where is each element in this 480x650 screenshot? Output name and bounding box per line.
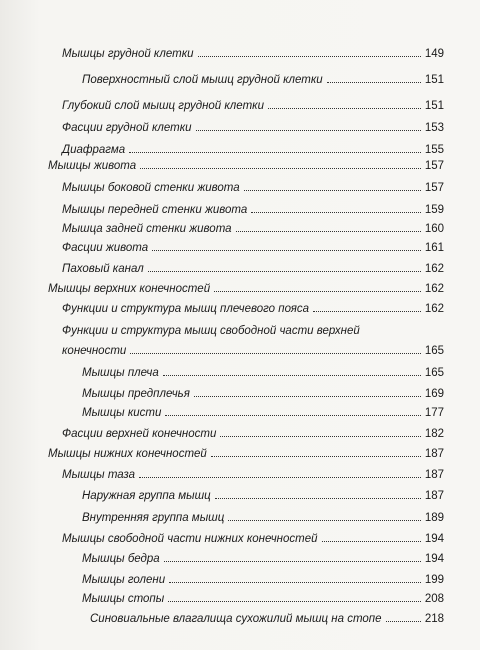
- toc-entry[interactable]: [62, 468, 444, 488]
- toc-entry-page: 182: [424, 428, 444, 440]
- toc-leader-dots: [313, 311, 421, 312]
- toc-entry-page: 153: [424, 122, 444, 134]
- toc-entry[interactable]: [48, 159, 444, 179]
- toc-entry[interactable]: [62, 47, 444, 67]
- toc-leader-dots: [228, 520, 421, 521]
- toc-leader-dots: [211, 456, 421, 457]
- toc-leader-dots: [322, 541, 421, 542]
- toc-entry[interactable]: [82, 366, 444, 386]
- toc-entry-page: 187: [424, 469, 444, 481]
- toc-entry-title: Мышцы грудной клетки: [62, 48, 194, 60]
- toc-leader-dots: [268, 108, 421, 109]
- toc-entry[interactable]: [82, 511, 444, 531]
- toc-entry-page: 162: [424, 283, 444, 295]
- toc-entry-title: Мышцы свободной части нижних конечностей: [62, 533, 318, 545]
- toc-entry-title: Диафрагма: [62, 144, 126, 156]
- toc-entry-title: Внутренняя группа мышц: [82, 512, 225, 524]
- toc-leader-dots: [165, 415, 420, 416]
- toc-entry-page: 194: [424, 533, 444, 545]
- toc-entry-page: 162: [424, 303, 444, 315]
- toc-leader-dots: [244, 190, 421, 191]
- toc-entry-title: Паховый канал: [62, 263, 144, 275]
- toc-entry[interactable]: [48, 447, 444, 467]
- toc-entry[interactable]: [62, 99, 444, 119]
- toc-leader-dots: [163, 375, 421, 376]
- toc-leader-dots: [196, 130, 421, 131]
- toc-entry[interactable]: [62, 302, 444, 322]
- toc-entry[interactable]: [82, 73, 444, 93]
- toc-entry-page: 208: [424, 593, 444, 605]
- toc-leader-dots: [386, 621, 421, 622]
- toc-entry-page: 199: [424, 574, 444, 586]
- toc-entry[interactable]: [82, 406, 444, 426]
- toc-entry-page: 149: [424, 48, 444, 60]
- toc-entry[interactable]: [62, 203, 444, 223]
- toc-entry-page: 162: [424, 263, 444, 275]
- toc-entry-page: 159: [424, 204, 444, 216]
- toc-entry[interactable]: [62, 222, 444, 242]
- toc-entry-page: 151: [424, 100, 444, 112]
- toc-entry-page: 155: [424, 144, 444, 156]
- toc-entry-title: Мышцы предплечья: [82, 388, 190, 400]
- toc-entry-title: Фасции живота: [62, 242, 149, 254]
- toc-entry-page: 157: [424, 182, 444, 194]
- toc-entry[interactable]: [82, 573, 444, 593]
- toc-entry-title: Мышцы голени: [82, 574, 166, 586]
- toc-entry-title: Фасции грудной клетки: [62, 122, 192, 134]
- toc-entry[interactable]: [62, 532, 444, 552]
- toc-entry-title: Глубокий слой мышц грудной клетки: [62, 100, 264, 112]
- toc-leader-dots: [139, 477, 421, 478]
- toc-entry-title: конечности: [62, 345, 127, 357]
- toc-leader-dots: [164, 561, 421, 562]
- toc-entry-page: 161: [424, 242, 444, 254]
- toc-leader-dots: [220, 436, 420, 437]
- toc-entry[interactable]: [62, 262, 444, 282]
- toc-entry-title: Мышцы таза: [62, 469, 136, 481]
- toc-entry-title: Мышцы плеча: [82, 367, 159, 379]
- toc-entry[interactable]: [62, 181, 444, 201]
- toc-entry[interactable]: [82, 387, 444, 407]
- toc-entry-title: Функции и структура мышц свободной части верхней: [62, 325, 360, 337]
- toc-leader-dots: [130, 353, 421, 354]
- toc-entry-page: 189: [424, 512, 444, 524]
- toc-entry[interactable]: [82, 552, 444, 572]
- toc-entry[interactable]: [62, 427, 444, 447]
- toc-entry-title: Мышцы бедра: [82, 553, 160, 565]
- toc-leader-dots: [214, 291, 421, 292]
- toc-entry[interactable]: [82, 489, 444, 509]
- toc-leader-dots: [148, 271, 421, 272]
- toc-entry[interactable]: [62, 121, 444, 141]
- toc-leader-dots: [140, 168, 421, 169]
- toc-entry-page: 187: [424, 448, 444, 460]
- toc-entry-page: 218: [424, 613, 444, 625]
- toc-entry-page: 177: [424, 407, 444, 419]
- toc-entry-title: Синовиальные влагалища сухожилий мышц на стопе: [90, 613, 382, 625]
- toc-leader-dots: [168, 601, 421, 602]
- toc-entry-page: 165: [424, 345, 444, 357]
- toc-entry-title: Фасции верхней конечности: [62, 428, 217, 440]
- toc-leader-dots: [169, 582, 421, 583]
- toc-leader-dots: [215, 498, 421, 499]
- toc-entry[interactable]: [62, 344, 444, 364]
- toc-entry[interactable]: [48, 282, 444, 302]
- toc-entry-title: Мышцы боковой стенки живота: [62, 182, 240, 194]
- toc-entry-title: Наружная группа мышц: [82, 490, 211, 502]
- toc-entry-page: 165: [424, 367, 444, 379]
- toc-entry-title: Мышцы нижних конечностей: [48, 448, 207, 460]
- toc-entry-line[interactable]: [62, 324, 362, 344]
- toc-entry[interactable]: [62, 241, 444, 261]
- toc-leader-dots: [194, 396, 421, 397]
- toc-entry[interactable]: [82, 592, 444, 612]
- toc-entry-title: Мышцы живота: [48, 160, 137, 172]
- toc-entry-page: 187: [424, 490, 444, 502]
- toc-leader-dots: [198, 56, 421, 57]
- toc-entry-title: Мышца задней стенки живота: [62, 223, 232, 235]
- toc-entry-page: 160: [424, 223, 444, 235]
- toc-leader-dots: [327, 82, 421, 83]
- toc-entry-title: Поверхностный слой мышц грудной клетки: [82, 74, 323, 86]
- toc-entry-page: 194: [424, 553, 444, 565]
- toc-leader-dots: [236, 231, 421, 232]
- toc-entry-page: 157: [424, 160, 444, 172]
- toc-entry-title: Мышцы верхних конечностей: [48, 283, 211, 295]
- toc-leader-dots: [129, 152, 421, 153]
- toc-entry-title: Мышцы стопы: [82, 593, 165, 605]
- toc-entry-title: Функции и структура мышц плечевого пояса: [62, 303, 310, 315]
- toc-entry[interactable]: [90, 612, 444, 632]
- toc-entry-title: Мышцы передней стенки живота: [62, 204, 248, 216]
- toc-entry-page: 169: [424, 388, 444, 400]
- toc-leader-dots: [251, 212, 421, 213]
- toc-leader-dots: [152, 250, 421, 251]
- toc-entry-title: Мышцы кисти: [82, 407, 162, 419]
- toc-entry-page: 151: [424, 74, 444, 86]
